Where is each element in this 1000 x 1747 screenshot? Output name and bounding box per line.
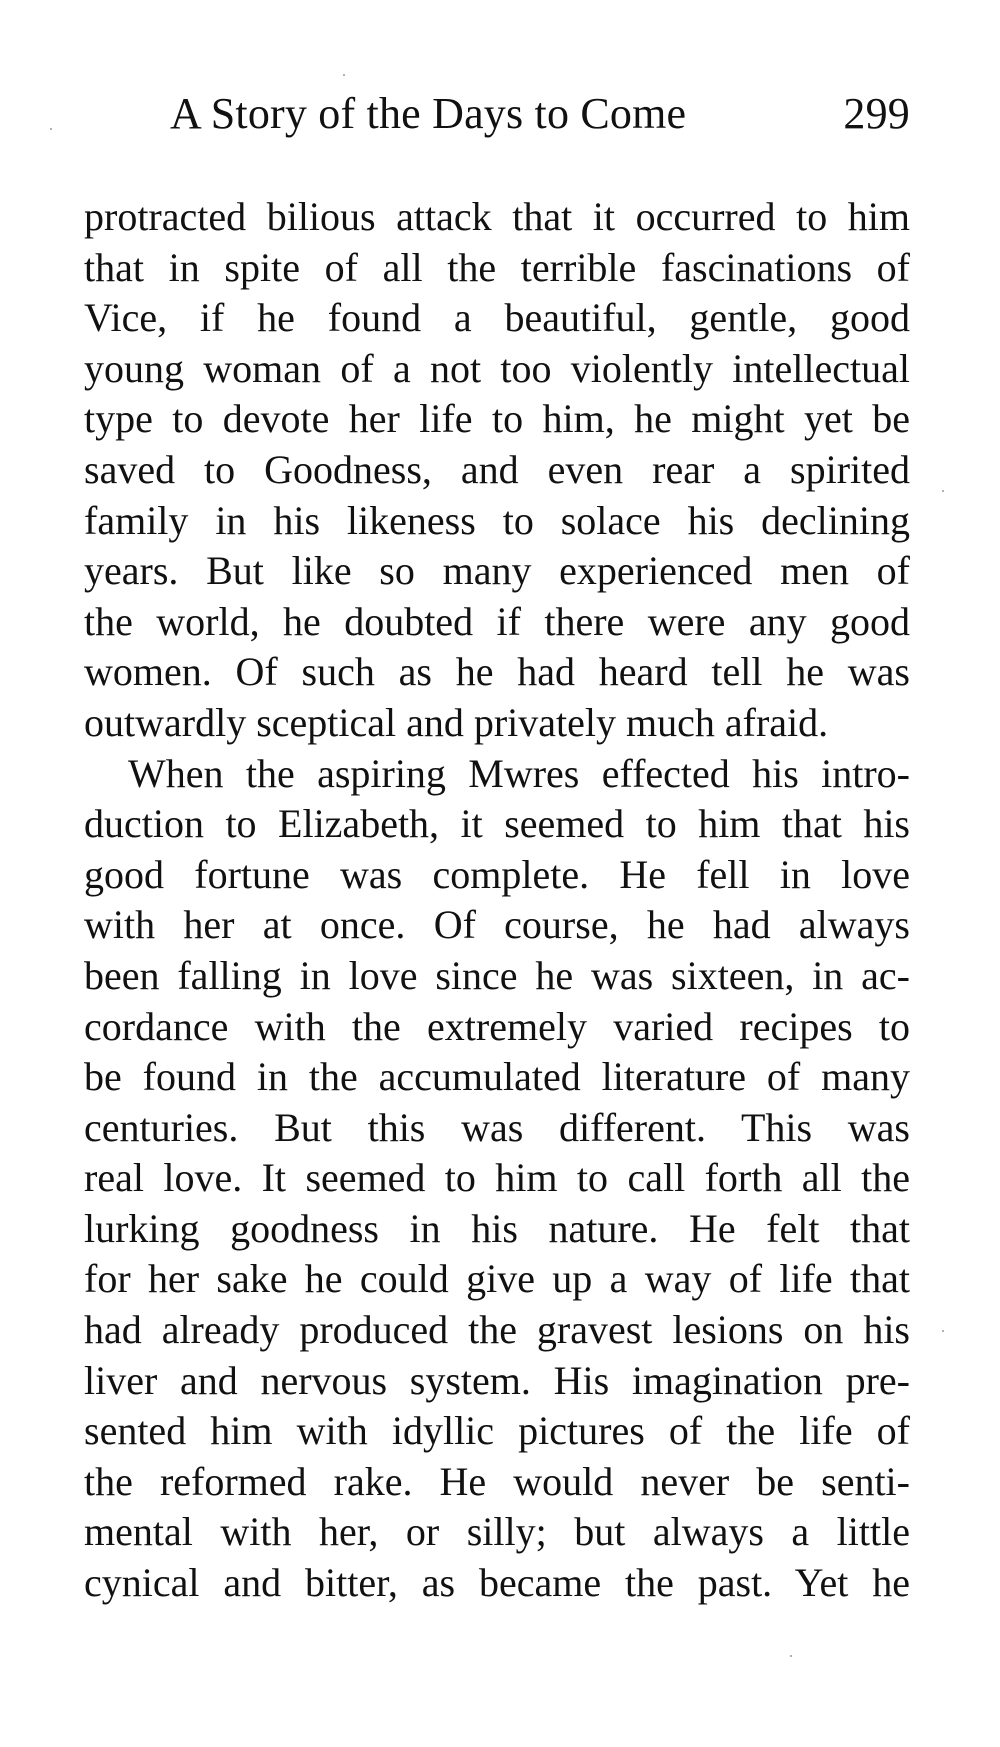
text-line: outwardly sceptical and privately much afraid.	[84, 699, 829, 745]
text-line: the world, he doubted if there were any good	[84, 598, 910, 644]
text-line: be found in the accumulated literature of many	[84, 1054, 910, 1100]
text-line: When the aspiring Mwres effected his intro-	[128, 750, 910, 796]
text-line: sented him with idyllic pictures of the life of	[84, 1408, 910, 1454]
text-line: the reformed rake. He would never be senti-	[84, 1458, 910, 1504]
scan-speck	[50, 128, 52, 130]
text-line: real love. It seemed to him to call forth all the	[84, 1155, 910, 1201]
scan-speck	[942, 490, 944, 492]
text-line: protracted bilious attack that it occurred to him	[84, 194, 910, 239]
page-number: 299	[843, 89, 910, 138]
text-line: mental with her, or silly; but always a little	[84, 1509, 910, 1555]
text-line: type to devote her life to him, he might yet be	[84, 396, 910, 442]
text-line: that in spite of all the terrible fascinations of	[84, 244, 910, 290]
scan-speck	[343, 74, 345, 76]
text-line: good fortune was complete. He fell in love	[84, 851, 910, 897]
text-line: for her sake he could give up a way of life that	[84, 1256, 910, 1302]
text-line: years. But like so many experienced men of	[84, 548, 910, 594]
text-line: with her at once. Of course, he had always	[84, 902, 910, 948]
scan-speck	[942, 1330, 944, 1332]
text-line: cordance with the extremely varied recipes to	[84, 1003, 910, 1049]
text-line: women. Of such as he had heard tell he was	[84, 649, 910, 695]
text-line: lurking goodness in his nature. He felt that	[84, 1205, 910, 1251]
text-line: had already produced the gravest lesions on his	[84, 1307, 910, 1353]
paragraph	[84, 749, 910, 1609]
text-line: duction to Elizabeth, it seemed to him that his	[84, 801, 910, 847]
text-line: been falling in love since he was sixteen, in ac-	[84, 952, 910, 998]
text-line: family in his likeness to solace his declining	[84, 497, 910, 543]
paragraph	[84, 192, 910, 749]
scan-speck	[790, 1655, 792, 1657]
text-line: saved to Goodness, and even rear a spirited	[84, 446, 910, 492]
text-line: centuries. But this was different. This was	[84, 1104, 910, 1150]
text-line: liver and nervous system. His imagination pre-	[84, 1357, 910, 1403]
text-line: young woman of a not too violently intellectual	[84, 345, 910, 391]
running-head	[170, 88, 910, 148]
body-text	[84, 192, 910, 1609]
text-line: Vice, if he found a beautiful, gentle, good	[84, 295, 910, 341]
text-line: cynical and bitter, as became the past. Yet he	[84, 1560, 910, 1606]
running-title: A Story of the Days to Come	[170, 89, 687, 138]
